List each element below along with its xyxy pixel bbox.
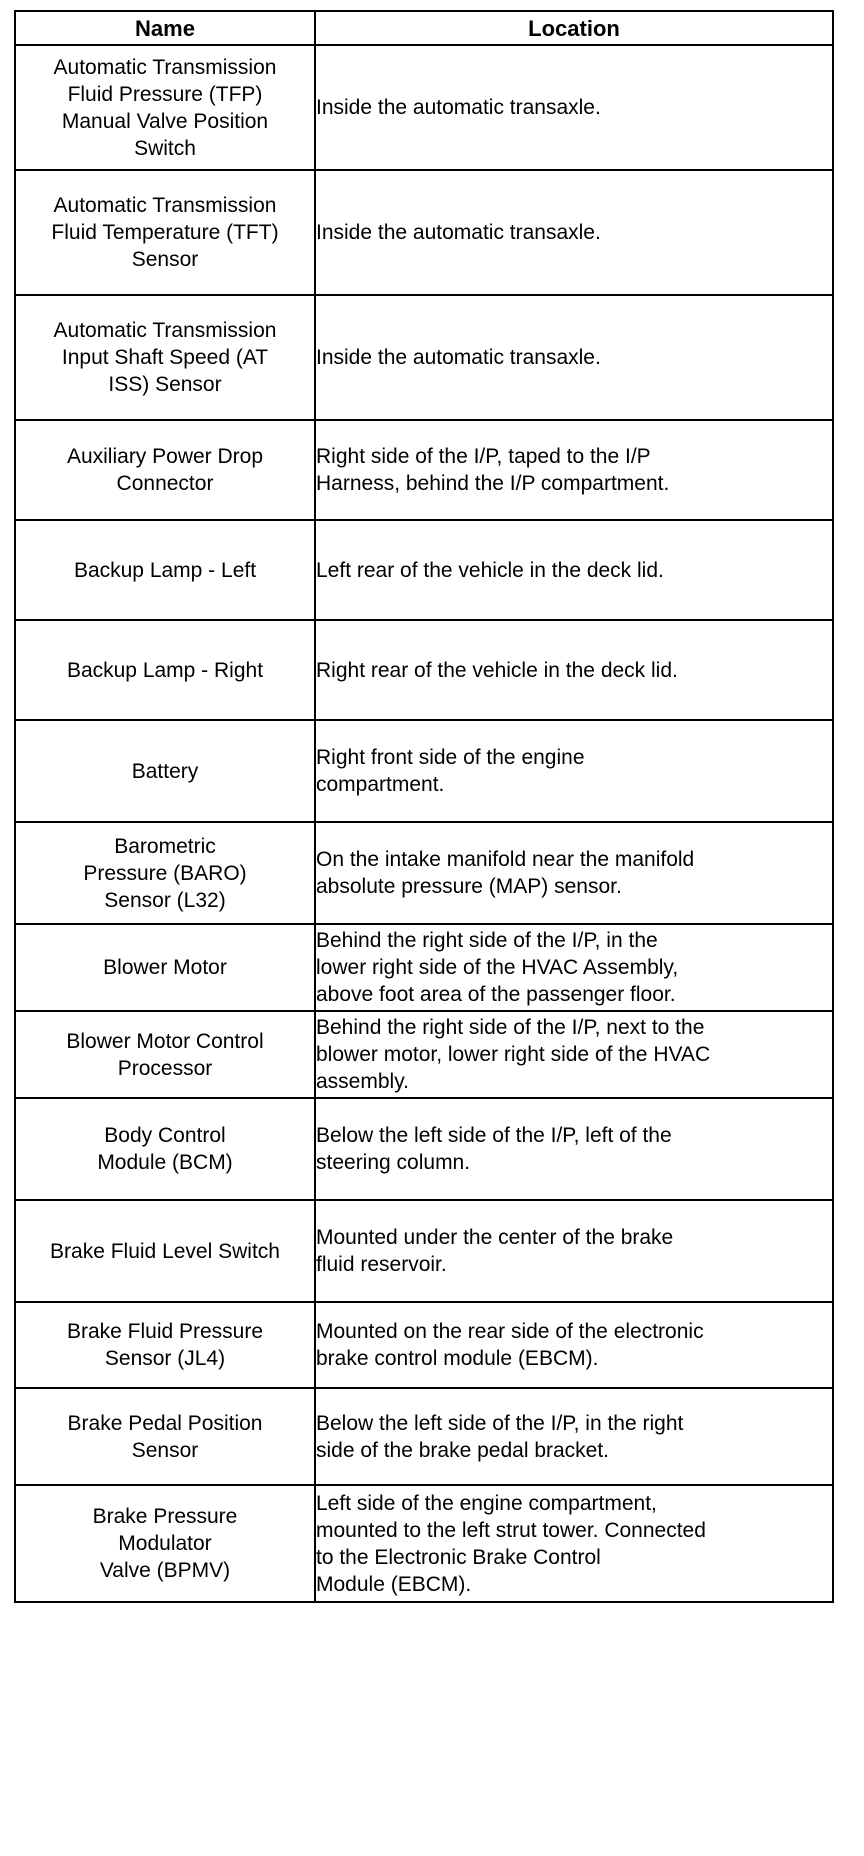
component-location: Inside the automatic transaxle. [316, 346, 601, 369]
table-row [15, 1098, 833, 1200]
component-location: Left side of the engine compartment, mounted to the left strut tower. Connected to the Electronic Brake Control Module (EBCM). [316, 1491, 706, 1596]
component-name: Brake Pedal Position Sensor [67, 1411, 263, 1462]
table-row [15, 170, 833, 295]
component-location-cell [315, 1011, 833, 1098]
table-row [15, 520, 833, 620]
component-location-cell [315, 1485, 833, 1602]
component-name-cell [15, 924, 315, 1011]
component-location: Right rear of the vehicle in the deck lid. [316, 658, 678, 682]
component-location: Right side of the I/P, taped to the I/P Harness, behind the I/P compartment. [316, 445, 670, 495]
component-name: Automatic Transmission Input Shaft Speed (AT ISS) Sensor [53, 319, 277, 396]
table-row [15, 1302, 833, 1388]
component-location: Right front side of the engine compartment. [316, 746, 585, 796]
component-location: Behind the right side of the I/P, next to the blower motor, lower right side of the HVAC assembly. [316, 1016, 711, 1093]
component-name: Brake Fluid Pressure Sensor (JL4) [66, 1320, 264, 1370]
component-location: Behind the right side of the I/P, in the lower right side of the HVAC Assembly, above foot area of the passenger floor. [316, 929, 679, 1006]
component-location-cell [315, 1388, 833, 1485]
component-name-cell [15, 1485, 315, 1602]
table-row [15, 924, 833, 1011]
component-name: Blower Motor [103, 956, 227, 979]
component-name-cell [15, 45, 315, 170]
component-name: Backup Lamp - Left [73, 558, 257, 582]
component-location-cell [315, 420, 833, 520]
component-location: Mounted under the center of the brake fluid reservoir. [316, 1226, 674, 1276]
component-name-cell [15, 1200, 315, 1302]
component-name-cell [15, 1302, 315, 1388]
component-location: Below the left side of the I/P, in the right side of the brake pedal bracket. [316, 1411, 684, 1462]
component-name-cell [15, 620, 315, 720]
table-row [15, 45, 833, 170]
component-name: Automatic Transmission Fluid Pressure (TFP) Manual Valve Position Switch [53, 55, 277, 160]
table-row [15, 1011, 833, 1098]
name-column-header: Name [15, 11, 315, 45]
table-row [15, 1485, 833, 1602]
component-name: Backup Lamp - Right [66, 658, 264, 682]
table-row [15, 1200, 833, 1302]
component-location-cell [315, 520, 833, 620]
component-name-cell [15, 420, 315, 520]
component-name: Body Control Module (BCM) [97, 1124, 233, 1174]
component-name-cell [15, 1388, 315, 1485]
component-name-cell [15, 295, 315, 420]
component-location-cell [315, 620, 833, 720]
component-name-cell [15, 1098, 315, 1200]
component-name: Blower Motor Control Processor [66, 1029, 264, 1080]
table-row [15, 620, 833, 720]
component-location-table [14, 10, 834, 1603]
component-name-cell [15, 822, 315, 924]
component-name: Brake Fluid Level Switch [50, 1239, 280, 1263]
component-location-cell [315, 822, 833, 924]
component-location-cell [315, 1098, 833, 1200]
component-name: Battery [131, 759, 199, 783]
component-name-cell [15, 170, 315, 295]
component-location: Inside the automatic transaxle. [316, 221, 601, 244]
location-column-header: Location [315, 11, 833, 45]
component-name-cell [15, 720, 315, 822]
component-name: Barometric Pressure (BARO) Sensor (L32) [83, 834, 247, 912]
component-location-cell [315, 45, 833, 170]
header-row [15, 11, 833, 45]
table-row [15, 420, 833, 520]
component-location-cell [315, 924, 833, 1011]
component-name: Auxiliary Power Drop Connector [66, 445, 264, 495]
component-location-cell [315, 170, 833, 295]
component-location-cell [315, 1200, 833, 1302]
component-name: Brake Pressure Modulator Valve (BPMV) [92, 1505, 238, 1582]
table-row [15, 1388, 833, 1485]
component-location: On the intake manifold near the manifold absolute pressure (MAP) sensor. [316, 848, 695, 898]
component-location-cell [315, 720, 833, 822]
component-location-cell [315, 1302, 833, 1388]
table-row [15, 295, 833, 420]
table-row [15, 720, 833, 822]
component-name: Automatic Transmission Fluid Temperature (TFT) Sensor [51, 194, 279, 271]
component-location-cell [315, 295, 833, 420]
component-location: Left rear of the vehicle in the deck lid. [316, 558, 664, 582]
component-name-cell [15, 520, 315, 620]
table-row [15, 822, 833, 924]
component-location: Mounted on the rear side of the electronic brake control module (EBCM). [316, 1320, 704, 1370]
component-location: Below the left side of the I/P, left of the steering column. [316, 1124, 672, 1174]
component-name-cell [15, 1011, 315, 1098]
component-location: Inside the automatic transaxle. [316, 96, 601, 119]
